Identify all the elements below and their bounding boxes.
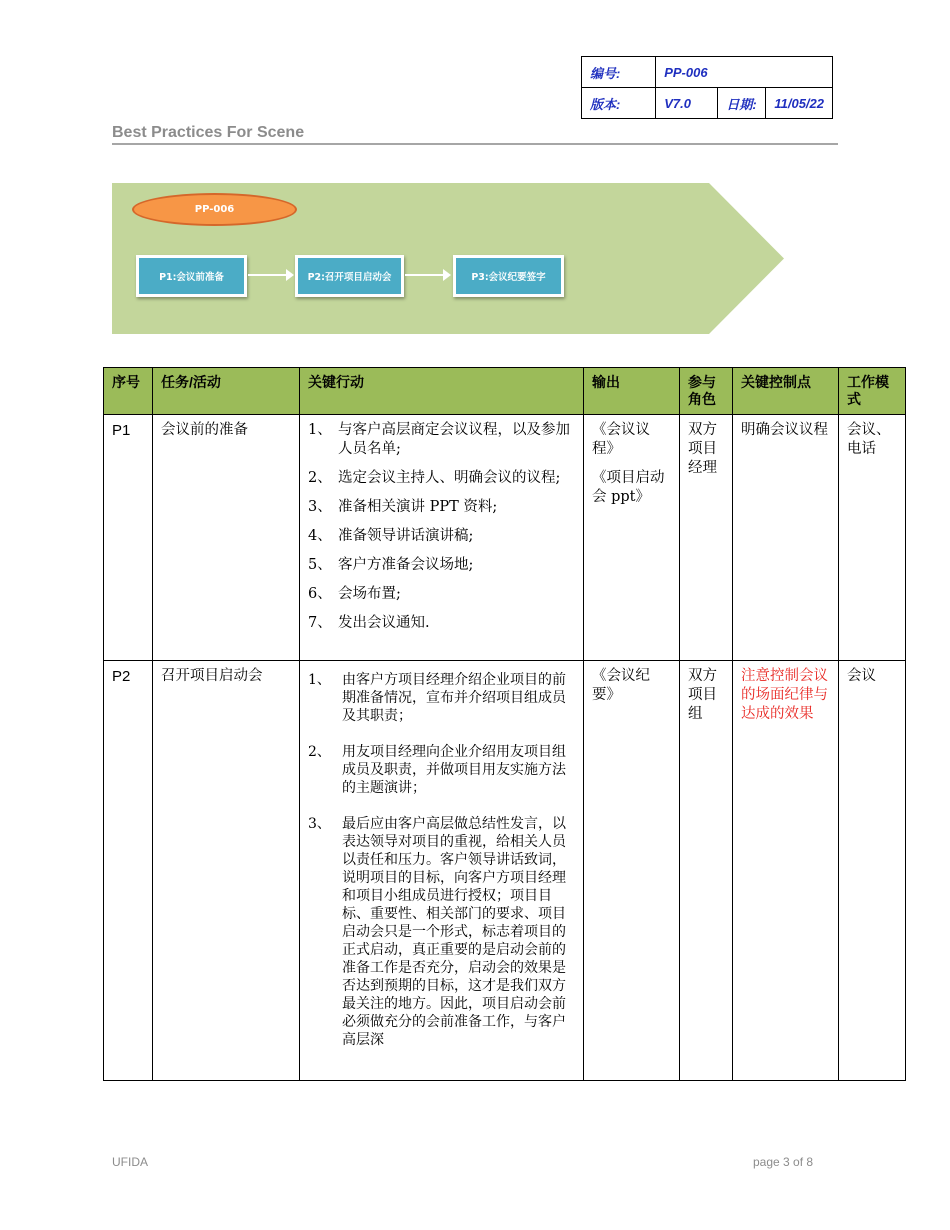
table-row <box>104 661 906 1081</box>
list-item: 1、 与客户高层商定会议议程，以及参加人员名单; <box>308 422 570 457</box>
list-item: 3、 准备相关演讲 PPT 资料; <box>308 499 498 515</box>
output-item: 《会议议程》 <box>592 422 650 457</box>
version-value: V7.0 <box>656 88 718 119</box>
list-item: 3、 最后应由客户高层做总结性发言，以表达领导对项目的重视，给相关人员以责任和压力。客户领导讲话致词，说明项目的目标，向客户方项目经理和项目小组成员进行授权；项目目标、重要性、相关部门的要求、项目启动会只是一个形式，标志着项目的正式启动，真正重要的是启动会前的准备工作是否充分，启动会的效果是否达到预期的目标，这才是我们双方最关注的地方。因此，项目启动会前必须做充分的会前准备工作，与客户高层深 <box>308 816 566 1048</box>
column-header: 关键控制点 <box>733 368 839 415</box>
row-mode: 会议、电话 <box>839 415 906 661</box>
version-label: 版本: <box>582 88 656 119</box>
row-control: 明确会议议程 <box>733 415 839 661</box>
document-meta-table <box>581 56 833 119</box>
arrow-right-icon <box>248 274 288 276</box>
arrow-right-icon <box>405 274 445 276</box>
process-step-p3: P3:会议纪要签字 <box>453 255 564 297</box>
column-header: 序号 <box>104 368 153 415</box>
row-outputs <box>584 415 680 661</box>
number-label: 编号: <box>582 57 656 88</box>
process-diagram <box>112 183 784 334</box>
process-code-oval: PP-006 <box>132 193 297 226</box>
process-step-p1: P1:会议前准备 <box>136 255 247 297</box>
output-item: 《会议纪要》 <box>592 668 650 703</box>
column-header: 参与角色 <box>680 368 733 415</box>
column-header: 关键行动 <box>300 368 584 415</box>
output-item: 《项目启动会 ppt》 <box>592 470 665 505</box>
row-task: 会议前的准备 <box>153 415 300 661</box>
row-task: 召开项目启动会 <box>153 661 300 1081</box>
list-item: 6、 会场布置; <box>308 586 401 602</box>
row-actions <box>300 661 584 1081</box>
footer-company: UFIDA <box>112 1155 148 1169</box>
row-code: P2 <box>104 661 153 1081</box>
title-divider <box>112 143 838 145</box>
row-mode: 会议 <box>839 661 906 1081</box>
document-title: Best Practices For Scene <box>112 124 305 141</box>
row-outputs <box>584 661 680 1081</box>
list-item: 5、 客户方准备会议场地; <box>308 557 474 573</box>
activity-table <box>103 367 906 1081</box>
row-roles: 双方项目经理 <box>680 415 733 661</box>
row-code: P1 <box>104 415 153 661</box>
list-item: 2、 用友项目经理向企业介绍用友项目组成员及职责，并做项目用友实施方法的主题演讲； <box>308 744 566 796</box>
process-step-p2: P2:召开项目启动会 <box>295 255 404 297</box>
footer-page-number: page 3 of 8 <box>753 1155 814 1169</box>
table-row <box>104 415 906 661</box>
list-item: 7、 发出会议通知. <box>308 615 430 631</box>
row-roles: 双方项目组 <box>680 661 733 1081</box>
table-header-row <box>104 368 906 415</box>
column-header: 工作模式 <box>839 368 906 415</box>
date-value: 11/05/22 <box>766 88 833 119</box>
row-actions <box>300 415 584 661</box>
list-item: 1、 由客户方项目经理介绍企业项目的前期准备情况，宣布并介绍项目组成员及其职责； <box>308 672 566 724</box>
number-value: PP-006 <box>656 57 833 88</box>
row-control: 注意控制会议的场面纪律与达成的效果 <box>733 661 839 1081</box>
list-item: 2、 选定会议主持人、明确会议的议程; <box>308 470 561 486</box>
column-header: 任务/活动 <box>153 368 300 415</box>
column-header: 输出 <box>584 368 680 415</box>
date-label: 日期: <box>718 88 766 119</box>
list-item: 4、 准备领导讲话演讲稿; <box>308 528 474 544</box>
